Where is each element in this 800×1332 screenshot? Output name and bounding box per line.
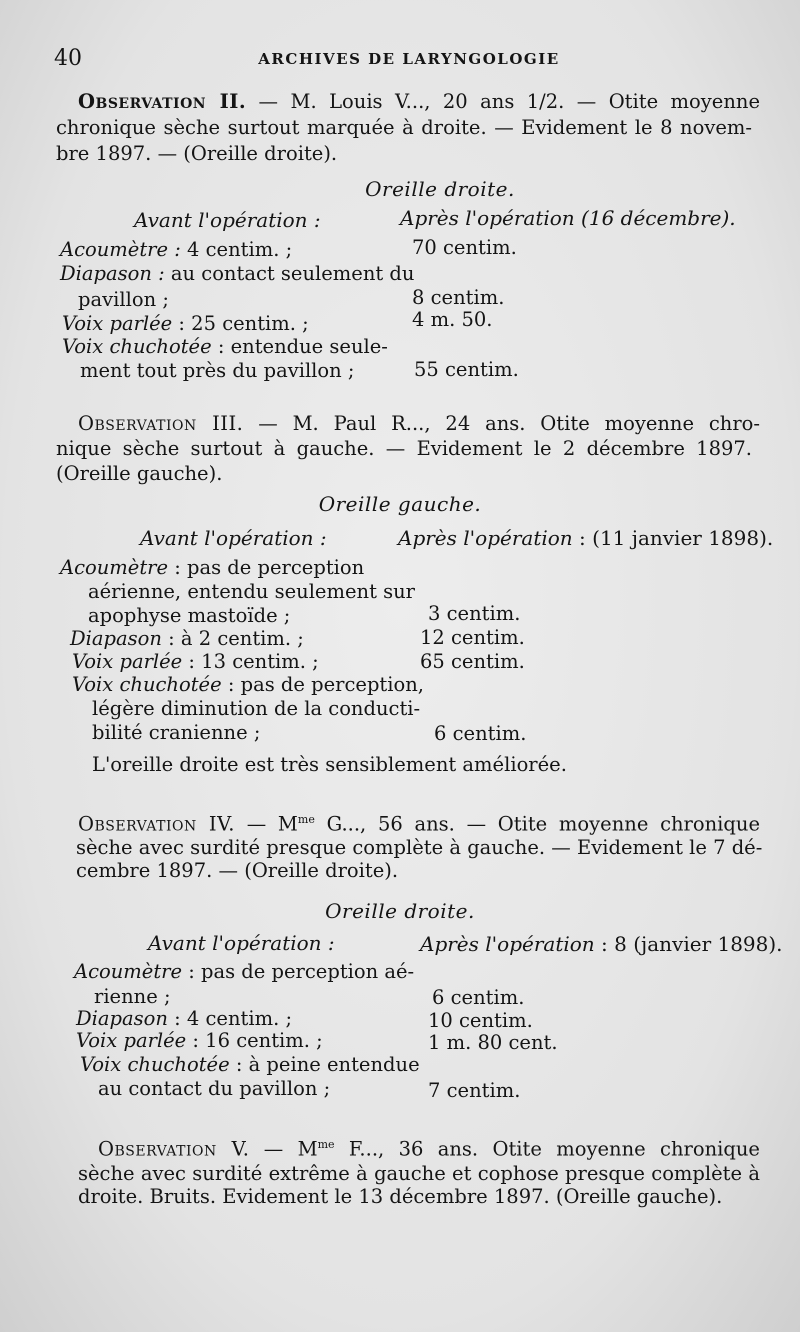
obs4-row: Voix chuchotée : à peine entendue [80,1053,420,1076]
obs3-row: légère diminution de la conducti- [92,697,421,720]
obs3-line-2: nique sèche surtout à gauche. — Evidement le 2 décembre 1897. [56,437,752,460]
obs2-value: 4 m. 50. [412,308,493,331]
obs2-value: 8 centim. [412,286,505,309]
obs4-row: Diapason : 4 centim. ; [76,1007,293,1030]
obs2-line-1-text: — M. Louis V..., 20 ans 1/2. — Otite moyenne [246,90,761,113]
obs4-after-heading: Après l'opération : 8 (janvier 1898). [420,932,783,956]
obs3-line-1-text: — M. Paul R..., 24 ans. Otite moyenne chro- [243,412,761,435]
obs4-ear-heading: Oreille droite. [325,899,475,923]
obs3-row: Diapason : à 2 centim. ; [70,627,304,650]
obs3-conclusion: L'oreille droite est très sensiblement améliorée. [92,753,567,776]
obs3-after-heading: Après l'opération : (11 janvier 1898). [398,526,774,550]
obs4-value: 6 centim. [432,986,525,1009]
obs4-value: 10 centim. [428,1009,533,1032]
obs5-heading: Observation V. [98,1137,250,1161]
obs4-line-3: cembre 1897. — (Oreille droite). [76,859,399,882]
page-number: 40 [54,46,82,71]
obs2-ear-heading: Oreille droite. [365,177,515,201]
obs4-row: Voix parlée : 16 centim. ; [76,1029,323,1052]
obs4-heading: Observation IV. [78,812,236,836]
obs2-after-heading: Après l'opération (16 décembre). [400,206,736,230]
obs2-row: Acoumètre : 4 centim. ; [60,238,293,261]
obs4-value: 7 centim. [428,1079,521,1102]
obs3-value: 3 centim. [428,602,521,625]
obs2-row: Diapason : au contact seulement du [60,262,415,285]
obs4-line-1: Observation IV. — $M^{me}$ G..., 56 ans. — Otite moyenne chronique [78,812,760,836]
obs3-value: 6 centim. [434,722,527,745]
obs5-line-3: droite. Bruits. Evidement le 13 décembre 1897. (Oreille gauche). [78,1185,723,1208]
obs5-line-2: sèche avec surdité extrême à gauche et cophose presque complète à [78,1162,760,1185]
obs4-row: rienne ; [94,985,171,1008]
obs3-line-3: (Oreille gauche). [56,462,223,485]
obs3-row: aérienne, entendu seulement sur [88,580,415,603]
obs3-row: bilité cranienne ; [92,721,261,744]
obs2-heading: Observation II. [78,90,247,113]
obs3-row: apophyse mastoïde ; [88,604,291,627]
obs4-row: au contact du pavillon ; [98,1077,331,1100]
obs3-row: Voix parlée : 13 centim. ; [72,650,319,673]
obs3-row: Voix chuchotée : pas de perception, [72,673,425,696]
obs2-line-3: bre 1897. — (Oreille droite). [56,142,338,165]
obs2-line-1 [78,92,760,112]
running-title: ARCHIVES DE LARYNGOLOGIE [258,50,560,68]
obs4-value: 1 m. 80 cent. [428,1031,558,1054]
obs3-ear-heading: Oreille gauche. [318,492,482,516]
obs2-row: pavillon ; [78,288,169,311]
obs2-row: ment tout près du pavillon ; [80,359,355,382]
obs3-value: 12 centim. [420,626,525,649]
obs2-line-2: chronique sèche surtout marquée à droite. — Evidement le 8 novem- [56,116,752,139]
obs4-line-2: sèche avec surdité presque complète à gauche. — Evidement le 7 dé- [76,836,763,859]
obs3-heading: Observation III. [78,412,244,435]
obs2-row: Voix chuchotée : entendue seule- [62,335,388,358]
obs4-before-heading: Avant l'opération : [148,931,335,955]
obs3-row: Acoumètre : pas de perception [60,556,365,579]
obs5-line-1: Observation V. — $M^{me}$ F..., 36 ans. Otite moyenne chronique [98,1137,760,1161]
obs2-row: Voix parlée : 25 centim. ; [62,312,309,335]
obs2-value: 70 centim. [412,236,517,259]
obs2-before-heading: Avant l'opération : [134,208,321,232]
obs3-line-1 [78,414,760,434]
obs4-row: Acoumètre : pas de perception aé- [74,960,415,983]
obs2-value: 55 centim. [414,358,519,381]
obs3-before-heading: Avant l'opération : [140,526,327,550]
obs3-value: 65 centim. [420,650,525,673]
